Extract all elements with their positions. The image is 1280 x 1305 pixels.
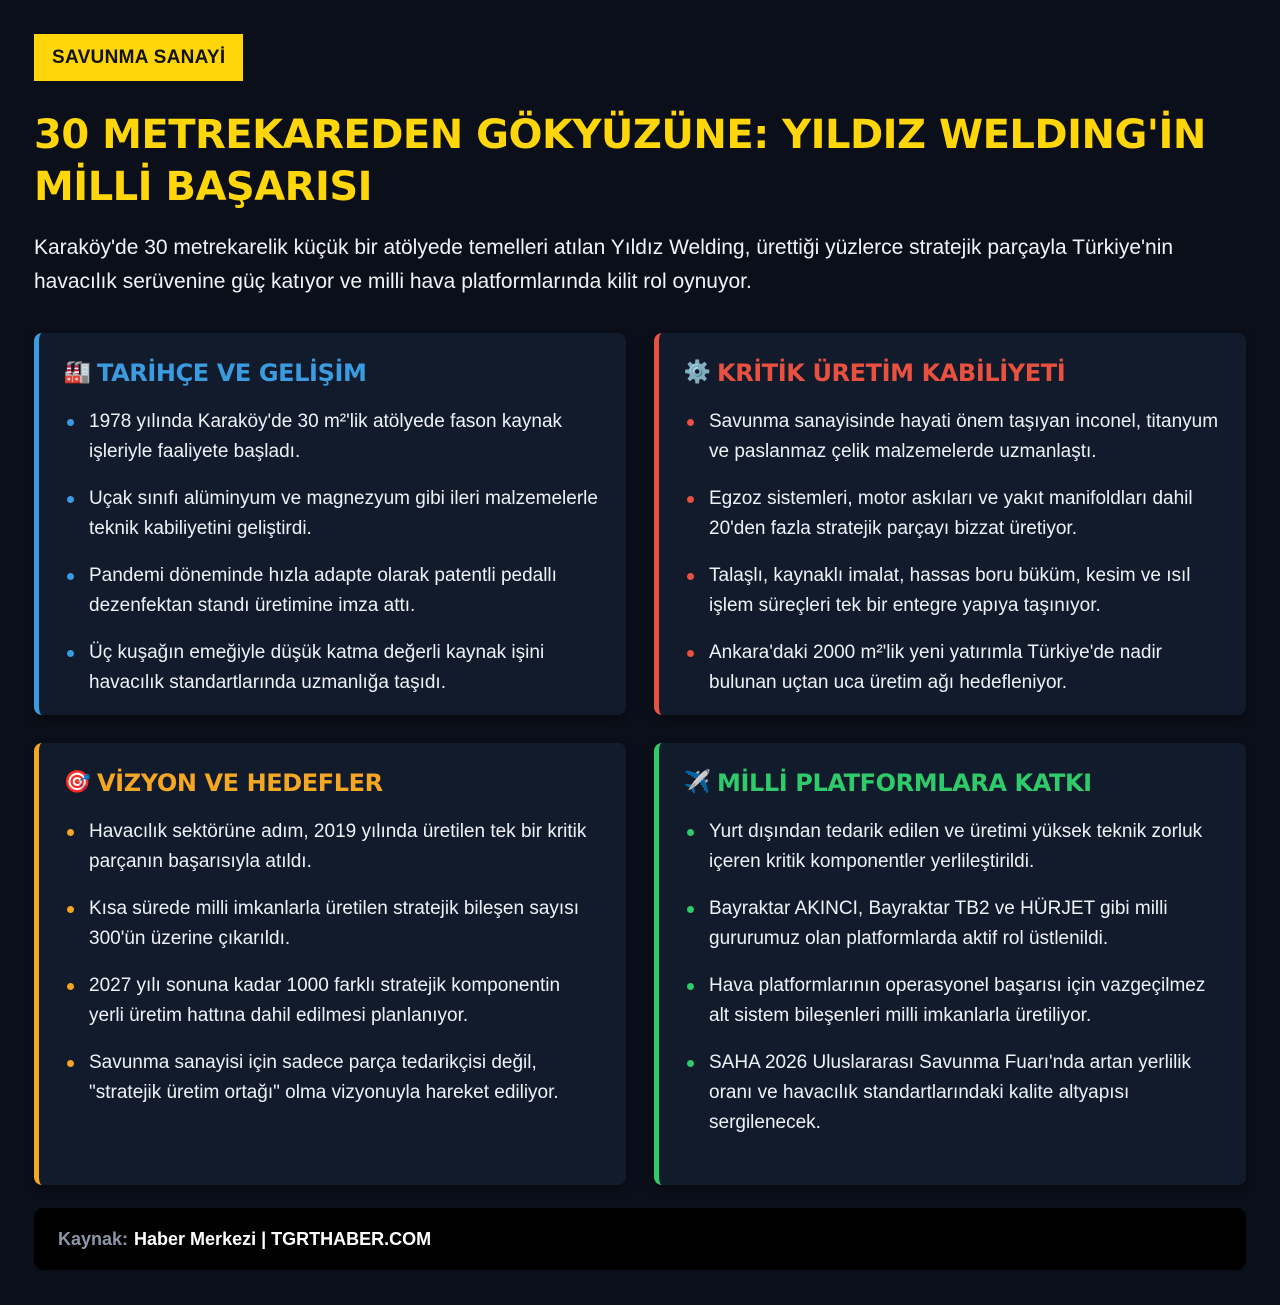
source-value: Haber Merkezi | TGRTHABER.COM	[134, 1228, 432, 1249]
list-item: 1978 yılında Karaköy'de 30 m²'lik atölyede fason kaynak işleriyle faaliyete başladı.	[63, 407, 600, 467]
card-title-text: MİLLİ PLATFORMLARA KATKI	[717, 769, 1092, 797]
target-icon: 🎯	[63, 770, 91, 795]
headline: 30 METREKAREDEN GÖKYÜZÜNE: YILDIZ WELDING'İN MİLLİ BAŞARISI	[34, 112, 1206, 210]
card-title	[683, 357, 1220, 389]
card-title-text: VİZYON VE HEDEFLER	[97, 769, 383, 797]
list-item: 2027 yılı sonuna kadar 1000 farklı stratejik komponentin yerli üretim hattına dahil edilmesi planlanıyor.	[63, 971, 600, 1031]
source-footer	[34, 1208, 1246, 1270]
card-title	[683, 767, 1220, 799]
card-title	[63, 357, 600, 389]
card-national-platforms	[654, 743, 1246, 1185]
card-production-capability	[654, 333, 1246, 715]
list-item: Hava platformlarının operasyonel başarısı için vazgeçilmez alt sistem bileşenleri milli imkanlarla üretiliyor.	[683, 971, 1220, 1031]
list-item: SAHA 2026 Uluslararası Savunma Fuarı'nda artan yerlilik oranı ve havacılık standartlarındaki kalite altyapısı sergilenecek.	[683, 1048, 1220, 1138]
gear-icon: ⚙️	[683, 360, 711, 385]
cards-grid	[34, 333, 1246, 1185]
list-item: Üç kuşağın emeğiyle düşük katma değerli kaynak işini havacılık standartlarında uzmanlığa taşıdı.	[63, 638, 600, 698]
list-item: Savunma sanayisinde hayati önem taşıyan inconel, titanyum ve paslanmaz çelik malzemelerde uzmanlaştı.	[683, 407, 1220, 467]
list-item: Bayraktar AKINCI, Bayraktar TB2 ve HÜRJET gibi milli gururumuz olan platformlarda aktif rol üstlenildi.	[683, 894, 1220, 954]
list-item: Yurt dışından tedarik edilen ve üretimi yüksek teknik zorluk içeren kritik komponentler yerlileştirildi.	[683, 817, 1220, 877]
card-title-text: TARİHÇE VE GELİŞİM	[97, 359, 367, 387]
source-label: Kaynak:	[58, 1228, 129, 1249]
list-item: Pandemi döneminde hızla adapte olarak patentli pedallı dezenfektan standı üretimine imza attı.	[63, 561, 600, 621]
list-item: Havacılık sektörüne adım, 2019 yılında üretilen tek bir kritik parçanın başarısıyla atıldı.	[63, 817, 600, 877]
list-item: Ankara'daki 2000 m²'lik yeni yatırımla Türkiye'de nadir bulunan uçtan uca üretim ağı hedefleniyor.	[683, 638, 1220, 698]
factory-icon: 🏭	[63, 360, 91, 385]
list-item: Uçak sınıfı alüminyum ve magnezyum gibi ileri malzemelerle teknik kabiliyetini geliştirdi.	[63, 484, 600, 544]
list-item: Egzoz sistemleri, motor askıları ve yakıt manifoldları dahil 20'den fazla stratejik parçayı bizzat üretiyor.	[683, 484, 1220, 544]
list-item: Talaşlı, kaynaklı imalat, hassas boru büküm, kesim ve ısıl işlem süreçleri tek bir entegre yapıya taşınıyor.	[683, 561, 1220, 621]
card-title-text: KRİTİK ÜRETİM KABİLİYETİ	[717, 359, 1066, 387]
card-title	[63, 767, 600, 799]
card-list	[63, 407, 600, 698]
card-list	[683, 407, 1220, 698]
card-vision-goals	[34, 743, 626, 1185]
card-list	[683, 817, 1220, 1138]
card-list	[63, 817, 600, 1108]
list-item: Savunma sanayisi için sadece parça tedarikçisi değil, "stratejik üretim ortağı" olma vizyonuyla hareket ediliyor.	[63, 1048, 600, 1108]
airplane-icon: ✈️	[683, 770, 711, 795]
card-history	[34, 333, 626, 715]
category-tag: SAVUNMA SANAYİ	[34, 34, 243, 81]
list-item: Kısa sürede milli imkanlarla üretilen stratejik bileşen sayısı 300'ün üzerine çıkarıldı.	[63, 894, 600, 954]
lede-paragraph: Karaköy'de 30 metrekarelik küçük bir atölyede temelleri atılan Yıldız Welding, ürettiği yüzlerce stratejik parçayla Türkiye'nin havacılık serüvenine güç katıyor ve milli hava platformlarında kilit rol oynuyor.	[34, 236, 1174, 293]
